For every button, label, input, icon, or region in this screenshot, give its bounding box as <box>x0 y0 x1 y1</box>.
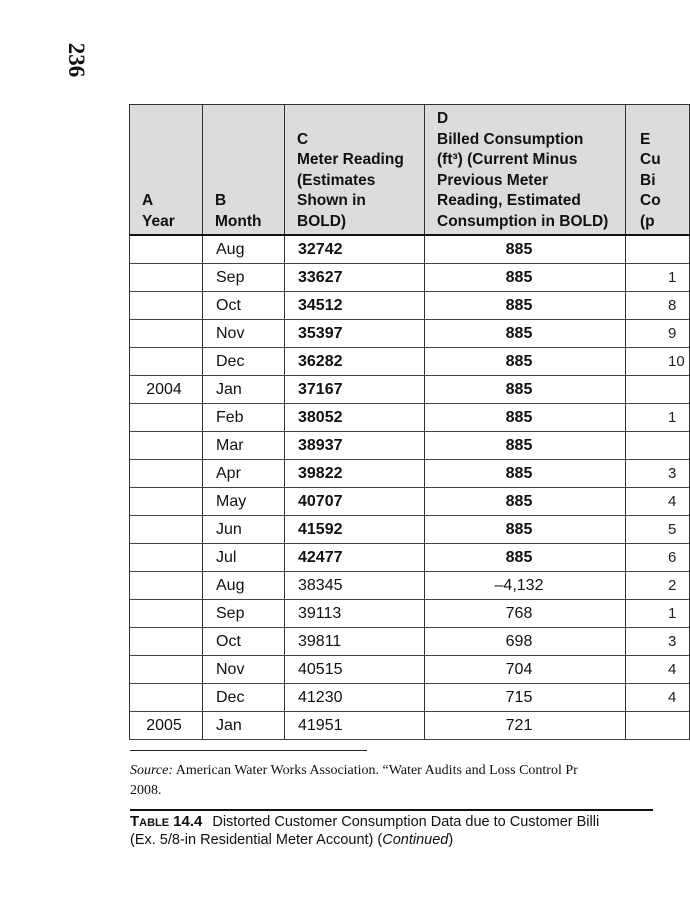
year-cell <box>130 432 203 460</box>
caption-table-number: 14.4 <box>173 813 203 830</box>
month-cell: Jan <box>203 376 285 404</box>
meter-reading-cell: 32742 <box>285 235 425 264</box>
column-e-cell <box>626 432 690 460</box>
column-e-cell: 6 <box>626 544 690 572</box>
table-row <box>130 264 690 292</box>
header-billed-line: Reading, Estimated <box>437 192 581 209</box>
meter-reading-cell: 41951 <box>285 712 425 740</box>
caption-line2-end: ) <box>448 832 454 848</box>
year-cell <box>130 488 203 516</box>
table-row <box>130 712 690 740</box>
month-cell: Dec <box>203 684 285 712</box>
month-cell: Aug <box>203 235 285 264</box>
table-row <box>130 656 690 684</box>
billed-consumption-cell: 885 <box>425 432 626 460</box>
header-billed-line: Billed Consumption <box>437 130 584 148</box>
table-header-row <box>130 105 690 236</box>
meter-reading-cell: 40515 <box>285 656 425 684</box>
month-cell: Oct <box>203 292 285 320</box>
column-e-cell: 9 <box>626 320 690 348</box>
month-cell: Mar <box>203 432 285 460</box>
table-row <box>130 628 690 656</box>
month-cell: Sep <box>203 600 285 628</box>
year-cell <box>130 516 203 544</box>
table-body <box>130 235 690 740</box>
source-label: Source: <box>130 763 174 778</box>
month-cell: Nov <box>203 656 285 684</box>
header-month-letter: B <box>215 192 227 209</box>
meter-reading-cell: 34512 <box>285 292 425 320</box>
year-cell <box>130 460 203 488</box>
month-cell: Jul <box>203 544 285 572</box>
table-row <box>130 544 690 572</box>
header-billed-consumption <box>425 105 626 236</box>
source-note <box>130 761 653 781</box>
year-cell <box>130 292 203 320</box>
column-e-cell <box>626 712 690 740</box>
billed-consumption-cell: 715 <box>425 684 626 712</box>
meter-reading-cell: 38937 <box>285 432 425 460</box>
billed-consumption-cell: 885 <box>425 376 626 404</box>
caption-continued: Continued <box>382 832 449 848</box>
source-divider <box>130 750 367 751</box>
column-e-cell: 10 <box>626 348 690 376</box>
table-row <box>130 684 690 712</box>
header-month <box>203 105 285 236</box>
column-e-cell: 4 <box>626 684 690 712</box>
meter-reading-cell: 37167 <box>285 376 425 404</box>
header-e-line: Co <box>640 192 661 209</box>
column-e-cell: 8 <box>626 292 690 320</box>
meter-reading-cell: 39811 <box>285 628 425 656</box>
billed-consumption-cell: –4,132 <box>425 572 626 600</box>
year-cell <box>130 600 203 628</box>
header-meter-reading <box>285 105 425 236</box>
header-year-letter: A <box>142 192 154 209</box>
billed-consumption-cell: 885 <box>425 516 626 544</box>
meter-reading-cell: 33627 <box>285 264 425 292</box>
table-row <box>130 460 690 488</box>
billed-consumption-cell: 704 <box>425 656 626 684</box>
column-e-cell <box>626 235 690 264</box>
header-e-line: Bi <box>640 171 656 189</box>
billed-consumption-cell: 768 <box>425 600 626 628</box>
header-reading-line: Meter Reading <box>297 151 404 168</box>
meter-reading-cell: 39822 <box>285 460 425 488</box>
year-cell <box>130 572 203 600</box>
caption-text: Distorted Customer Consumption Data due to Customer Billi <box>212 814 600 830</box>
billed-consumption-cell: 698 <box>425 628 626 656</box>
table-row <box>130 348 690 376</box>
header-year <box>130 105 203 236</box>
header-month-title: Month <box>215 212 262 230</box>
meter-reading-cell: 40707 <box>285 488 425 516</box>
billed-consumption-cell: 885 <box>425 544 626 572</box>
page-number: 236 <box>64 42 89 78</box>
month-cell: Sep <box>203 264 285 292</box>
billed-consumption-cell: 885 <box>425 404 626 432</box>
month-cell: Feb <box>203 404 285 432</box>
billed-consumption-cell: 885 <box>425 460 626 488</box>
column-e-cell <box>626 376 690 404</box>
meter-reading-cell: 41230 <box>285 684 425 712</box>
meter-reading-cell: 38345 <box>285 572 425 600</box>
month-cell: Dec <box>203 348 285 376</box>
header-year-title: Year <box>142 212 175 230</box>
column-e-cell: 1 <box>626 600 690 628</box>
table-row <box>130 404 690 432</box>
month-cell: Nov <box>203 320 285 348</box>
year-cell <box>130 628 203 656</box>
table-row <box>130 376 690 404</box>
billed-consumption-cell: 885 <box>425 348 626 376</box>
month-cell: Jan <box>203 712 285 740</box>
meter-reading-cell: 35397 <box>285 320 425 348</box>
column-e-cell: 2 <box>626 572 690 600</box>
meter-reading-cell: 41592 <box>285 516 425 544</box>
column-e-cell: 1 <box>626 404 690 432</box>
column-e-cell: 4 <box>626 488 690 516</box>
table-row <box>130 572 690 600</box>
table-caption <box>130 813 653 849</box>
billed-consumption-cell: 885 <box>425 264 626 292</box>
header-e-line: (p <box>640 212 655 230</box>
year-cell <box>130 544 203 572</box>
billed-consumption-cell: 885 <box>425 235 626 264</box>
caption-table-word: Table <box>130 813 170 830</box>
consumption-table <box>129 104 690 740</box>
year-cell <box>130 684 203 712</box>
meter-reading-cell: 39113 <box>285 600 425 628</box>
caption-line2: (Ex. 5/8-in Residential Meter Account) ( <box>130 832 383 848</box>
header-billed-line: (ft³) (Current Minus <box>437 151 578 168</box>
source-year: 2008. <box>130 783 162 798</box>
header-reading-line: Shown in <box>297 192 366 209</box>
header-billed-letter: D <box>437 110 449 127</box>
year-cell <box>130 348 203 376</box>
year-cell <box>130 656 203 684</box>
source-text: American Water Works Association. “Water Audits and Loss Control Pr <box>173 763 578 778</box>
month-cell: May <box>203 488 285 516</box>
column-e-cell: 3 <box>626 628 690 656</box>
table-row <box>130 292 690 320</box>
column-e-cell: 1 <box>626 264 690 292</box>
table-row <box>130 516 690 544</box>
year-cell: 2004 <box>130 376 203 404</box>
year-cell <box>130 320 203 348</box>
consumption-table-wrapper <box>129 104 685 734</box>
caption-divider <box>130 809 653 811</box>
table-row <box>130 235 690 264</box>
year-cell <box>130 404 203 432</box>
billed-consumption-cell: 885 <box>425 292 626 320</box>
month-cell: Aug <box>203 572 285 600</box>
header-e-line: Cu <box>640 151 661 168</box>
column-e-cell: 5 <box>626 516 690 544</box>
month-cell: Jun <box>203 516 285 544</box>
meter-reading-cell: 36282 <box>285 348 425 376</box>
year-cell <box>130 264 203 292</box>
table-row <box>130 432 690 460</box>
year-cell <box>130 235 203 264</box>
header-column-e-truncated <box>626 105 690 236</box>
table-row <box>130 600 690 628</box>
header-billed-line: Consumption in BOLD) <box>437 212 609 230</box>
year-cell: 2005 <box>130 712 203 740</box>
column-e-cell: 3 <box>626 460 690 488</box>
billed-consumption-cell: 885 <box>425 320 626 348</box>
month-cell: Apr <box>203 460 285 488</box>
billed-consumption-cell: 721 <box>425 712 626 740</box>
billed-consumption-cell: 885 <box>425 488 626 516</box>
header-reading-line: (Estimates <box>297 171 376 189</box>
header-reading-line: BOLD) <box>297 212 347 230</box>
header-reading-letter: C <box>297 130 309 148</box>
meter-reading-cell: 42477 <box>285 544 425 572</box>
column-e-cell: 4 <box>626 656 690 684</box>
header-billed-line: Previous Meter <box>437 171 549 189</box>
header-e-letter: E <box>640 130 651 148</box>
month-cell: Oct <box>203 628 285 656</box>
table-row <box>130 488 690 516</box>
table-row <box>130 320 690 348</box>
meter-reading-cell: 38052 <box>285 404 425 432</box>
